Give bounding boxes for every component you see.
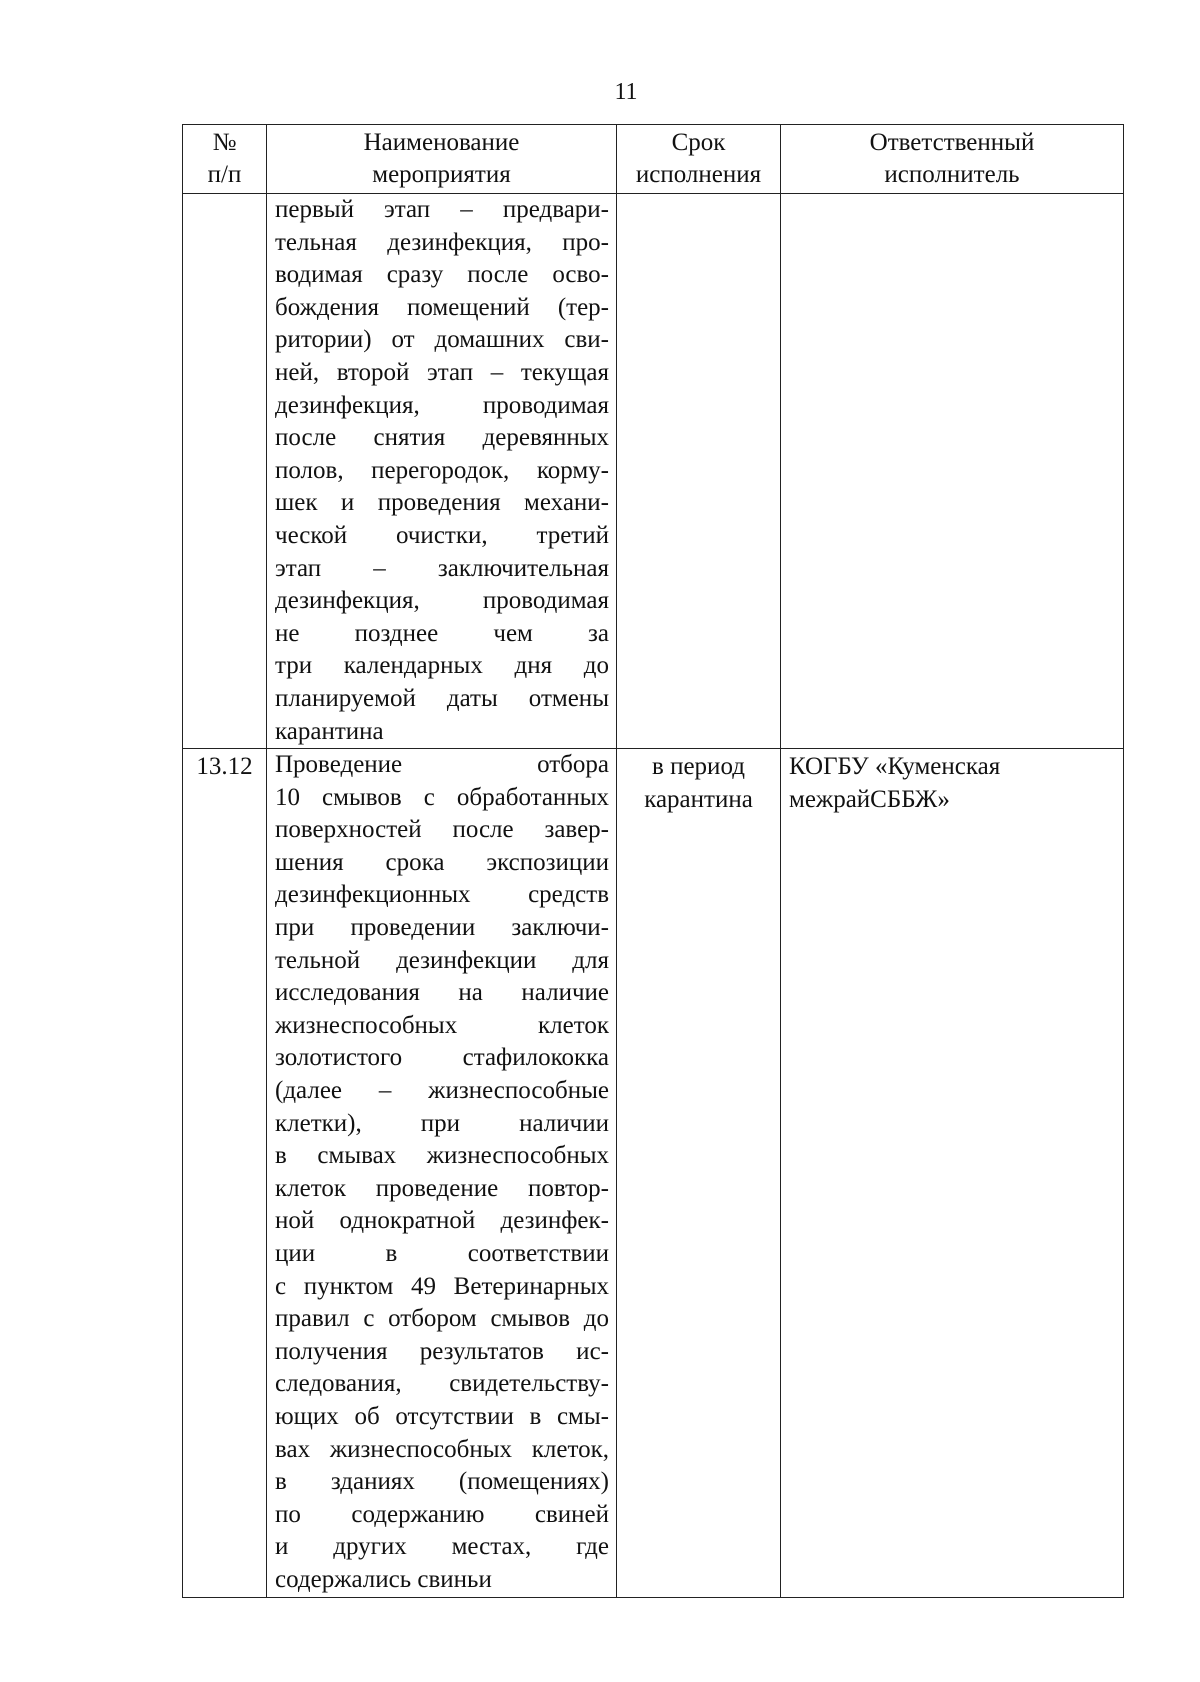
activity-text-line: бождения помещений (тер- [275, 293, 609, 321]
activity-text-line: поверхностей после завер- [275, 816, 609, 844]
activity-text-line: золотистого стафилококка [275, 1044, 609, 1072]
header-term [617, 125, 781, 194]
header-name-line-1: Наименование [363, 129, 520, 156]
activity-text-line: полов, перегородок, корму- [275, 456, 609, 484]
activity-text-line: жизнеспособных клеток [275, 1011, 609, 1039]
activity-text [267, 194, 616, 748]
table-row [183, 749, 1124, 1597]
activity-text-line: при проведении заключи- [275, 914, 609, 942]
header-name [267, 125, 617, 194]
table-row [183, 194, 1124, 749]
activity-text-line: 10 смывов с обработанных [275, 783, 609, 811]
activity-text-line: после снятия деревянных [275, 424, 609, 452]
table-body [183, 194, 1124, 1598]
activity-text-line: вах жизнеспособных клеток, [275, 1435, 609, 1463]
activity-text-line: следования, свидетельству- [275, 1370, 609, 1398]
activity-text-line: клеток проведение повтор- [275, 1174, 609, 1202]
cell-term [617, 194, 781, 749]
table-header-row [183, 125, 1124, 194]
activity-text-line: ющих об отсутствии в смы- [275, 1402, 609, 1430]
activity-text-line: не позднее чем за [275, 619, 609, 647]
term-text-line: в период [652, 753, 745, 781]
activity-text-line: исследования на наличие [275, 979, 609, 1007]
header-name-line-2: мероприятия [372, 161, 511, 188]
activity-text-line: ней, второй этап – текущая [275, 358, 609, 386]
header-responsible-line-1: Ответственный [869, 129, 1035, 156]
activity-text-line: ритории) от домашних сви- [275, 326, 609, 354]
activity-text-line: шек и проведения механи- [275, 489, 609, 517]
term-text [617, 749, 780, 816]
activity-text-line: ческой очистки, третий [275, 521, 609, 549]
header-term-line-1: Срок [671, 129, 726, 156]
responsible-text [781, 749, 1123, 816]
activity-text-line: шения срока экспозиции [275, 848, 609, 876]
activity-text-line: и других местах, где [275, 1533, 609, 1561]
cell-responsible [781, 194, 1124, 749]
activity-text-line: ции в соответствии [275, 1240, 609, 1267]
activity-text-line: в смывах жизнеспособных [275, 1142, 609, 1170]
activity-text-line: тельной дезинфекции для [275, 946, 609, 974]
activities-table [182, 124, 1124, 1598]
activity-text-line: планируемой даты отмены [275, 684, 609, 712]
row-number [183, 194, 266, 196]
activity-text-line: водимая сразу после осво- [275, 261, 609, 289]
responsible-text-line: межрайСББЖ» [789, 785, 950, 813]
cell-term [617, 749, 781, 1597]
activity-text-line: правил с отбором смывов до [275, 1305, 609, 1333]
cell-num [183, 749, 267, 1597]
header-num-line-1: № [212, 129, 237, 156]
activity-text-line: получения результатов ис- [275, 1337, 609, 1365]
activity-text-line: первый этап – предвари- [275, 196, 609, 223]
activity-text-line: ной однократной дезинфек- [275, 1207, 609, 1235]
activity-text-line: карантина [275, 717, 384, 745]
responsible-text [781, 194, 1123, 196]
header-term-line-2: исполнения [635, 161, 762, 188]
cell-activity-name [267, 749, 617, 1597]
cell-responsible [781, 749, 1124, 1597]
header-responsible [781, 125, 1124, 194]
activity-text-line: этап – заключительная [275, 554, 609, 582]
activity-text-line: по содержанию свиней [275, 1500, 609, 1528]
cell-num [183, 194, 267, 749]
activity-text-line: дезинфекционных средств [275, 881, 609, 909]
activity-text-line: в зданиях (помещениях) [275, 1468, 609, 1496]
term-text-line: карантина [644, 785, 753, 813]
activity-text-line: клетки), при наличии [275, 1109, 609, 1137]
activity-text-line: три календарных дня до [275, 652, 609, 680]
page-number: 11 [614, 79, 638, 105]
header-responsible-line-2: исполнитель [884, 161, 1020, 188]
cell-activity-name [267, 194, 617, 749]
activity-text-line: дезинфекция, проводимая [275, 587, 609, 615]
term-text [617, 194, 780, 196]
header-num [183, 125, 267, 194]
activity-text-line: с пунктом 49 Ветеринарных [275, 1272, 609, 1300]
activity-text-line: содержались свиньи [275, 1565, 492, 1593]
activity-text-line: тельная дезинфекция, про- [275, 228, 609, 256]
responsible-text-line: КОГБУ «Куменская [789, 753, 1001, 781]
header-num-line-2: п/п [207, 161, 242, 188]
activity-text-line: (далее – жизнеспособные [275, 1077, 609, 1105]
activity-text [267, 749, 616, 1596]
row-number: 13.12 [196, 753, 253, 781]
activity-text-line: дезинфекция, проводимая [275, 391, 609, 419]
activity-text-line: Проведение отбора [275, 751, 609, 779]
